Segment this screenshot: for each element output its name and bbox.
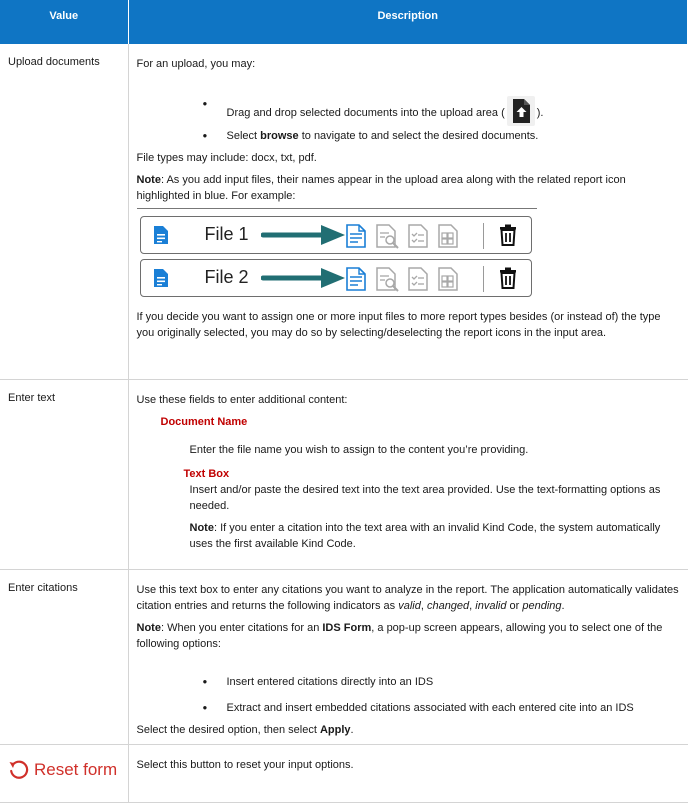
table-row-citations bbox=[0, 569, 688, 744]
value-reset bbox=[0, 744, 128, 802]
value-citations: Enter citations bbox=[0, 569, 128, 744]
checklist-report-icon bbox=[407, 223, 429, 249]
grid-report-icon bbox=[437, 266, 459, 292]
citations-intro: Use this text box to enter any citations you want to analyze in the report. The application automatically validates citation entries and returns the following indicators as valid, changed, invalid or pending. bbox=[136, 583, 679, 612]
upload-file-icon bbox=[507, 96, 535, 126]
example-file-row-1 bbox=[140, 216, 532, 254]
header-value: Value bbox=[0, 0, 128, 44]
value-upload: Upload documents bbox=[0, 44, 128, 379]
grid-report-icon bbox=[437, 223, 459, 249]
description-text bbox=[128, 379, 688, 569]
value-text: Enter text bbox=[0, 379, 128, 569]
table-row-text bbox=[0, 379, 688, 569]
list-item: ● Drag and drop selected documents into the upload area ( ). bbox=[137, 96, 680, 126]
header-description: Description bbox=[128, 0, 688, 44]
arrow-right-icon bbox=[261, 267, 345, 289]
citations-final: Select the desired option, then select Apply. bbox=[136, 723, 354, 736]
text-report-icon bbox=[345, 223, 367, 249]
file-types: File types may include: docx, txt, pdf. bbox=[136, 152, 317, 164]
document-name-label: Document Name bbox=[160, 415, 248, 428]
upload-closing: If you decide you want to assign one or more input files to more report types besides (or instead of) the type you originally selected, you may do so by selecting/deselecting the report icons in the input area. bbox=[136, 311, 661, 339]
list-item: ● Insert entered citations directly into an IDS bbox=[137, 674, 680, 690]
arrow-right-icon bbox=[261, 224, 345, 246]
upload-intro: For an upload, you may: bbox=[136, 58, 256, 70]
table-row-reset bbox=[0, 744, 688, 802]
trash-icon bbox=[499, 224, 517, 246]
file-name: File 1 bbox=[204, 224, 249, 244]
upload-note: Note: As you add input files, their names appear in the upload area along with the related report icon highlighted in blue. For example: bbox=[136, 174, 626, 202]
table-row-upload bbox=[0, 44, 688, 379]
document-name-desc: Enter the file name you wish to assign to the content you’re providing. bbox=[189, 443, 529, 456]
description-upload bbox=[128, 44, 688, 379]
example-divider bbox=[137, 208, 537, 209]
example-file-row-2 bbox=[140, 259, 532, 297]
description-reset bbox=[128, 744, 688, 802]
checklist-report-icon bbox=[407, 266, 429, 292]
list-item: ● Extract and insert embedded citations associated with each entered cite into an IDS bbox=[137, 700, 680, 716]
file-name: File 2 bbox=[204, 267, 249, 287]
document-icon bbox=[153, 268, 169, 288]
list-item: ● Select browse to navigate to and select the desired documents. bbox=[137, 128, 680, 144]
table-header-row bbox=[0, 0, 688, 44]
text-intro: Use these fields to enter additional content: bbox=[136, 393, 348, 406]
search-report-icon bbox=[375, 223, 401, 249]
reset-form-button[interactable] bbox=[8, 759, 117, 781]
text-box-label: Text Box bbox=[183, 467, 230, 480]
trash-icon bbox=[499, 267, 517, 289]
document-icon bbox=[153, 225, 169, 245]
divider bbox=[483, 223, 484, 249]
reset-form-label: Reset form bbox=[34, 759, 118, 779]
text-box-desc: Insert and/or paste the desired text into the text area provided. Use the text-formatting options as needed. bbox=[189, 483, 661, 512]
citations-note: Note: When you enter citations for an IDS Form, a pop-up screen appears, allowing you to select one of the following options: bbox=[136, 621, 663, 650]
reset-desc: Select this button to reset your input options. bbox=[136, 758, 354, 771]
divider bbox=[483, 266, 484, 292]
refresh-icon bbox=[8, 759, 30, 781]
description-citations bbox=[128, 569, 688, 744]
text-report-icon bbox=[345, 266, 367, 292]
search-report-icon bbox=[375, 266, 401, 292]
text-note: Note: If you enter a citation into the text area with an invalid Kind Code, the system automatically uses the first available Kind Code. bbox=[189, 521, 661, 550]
